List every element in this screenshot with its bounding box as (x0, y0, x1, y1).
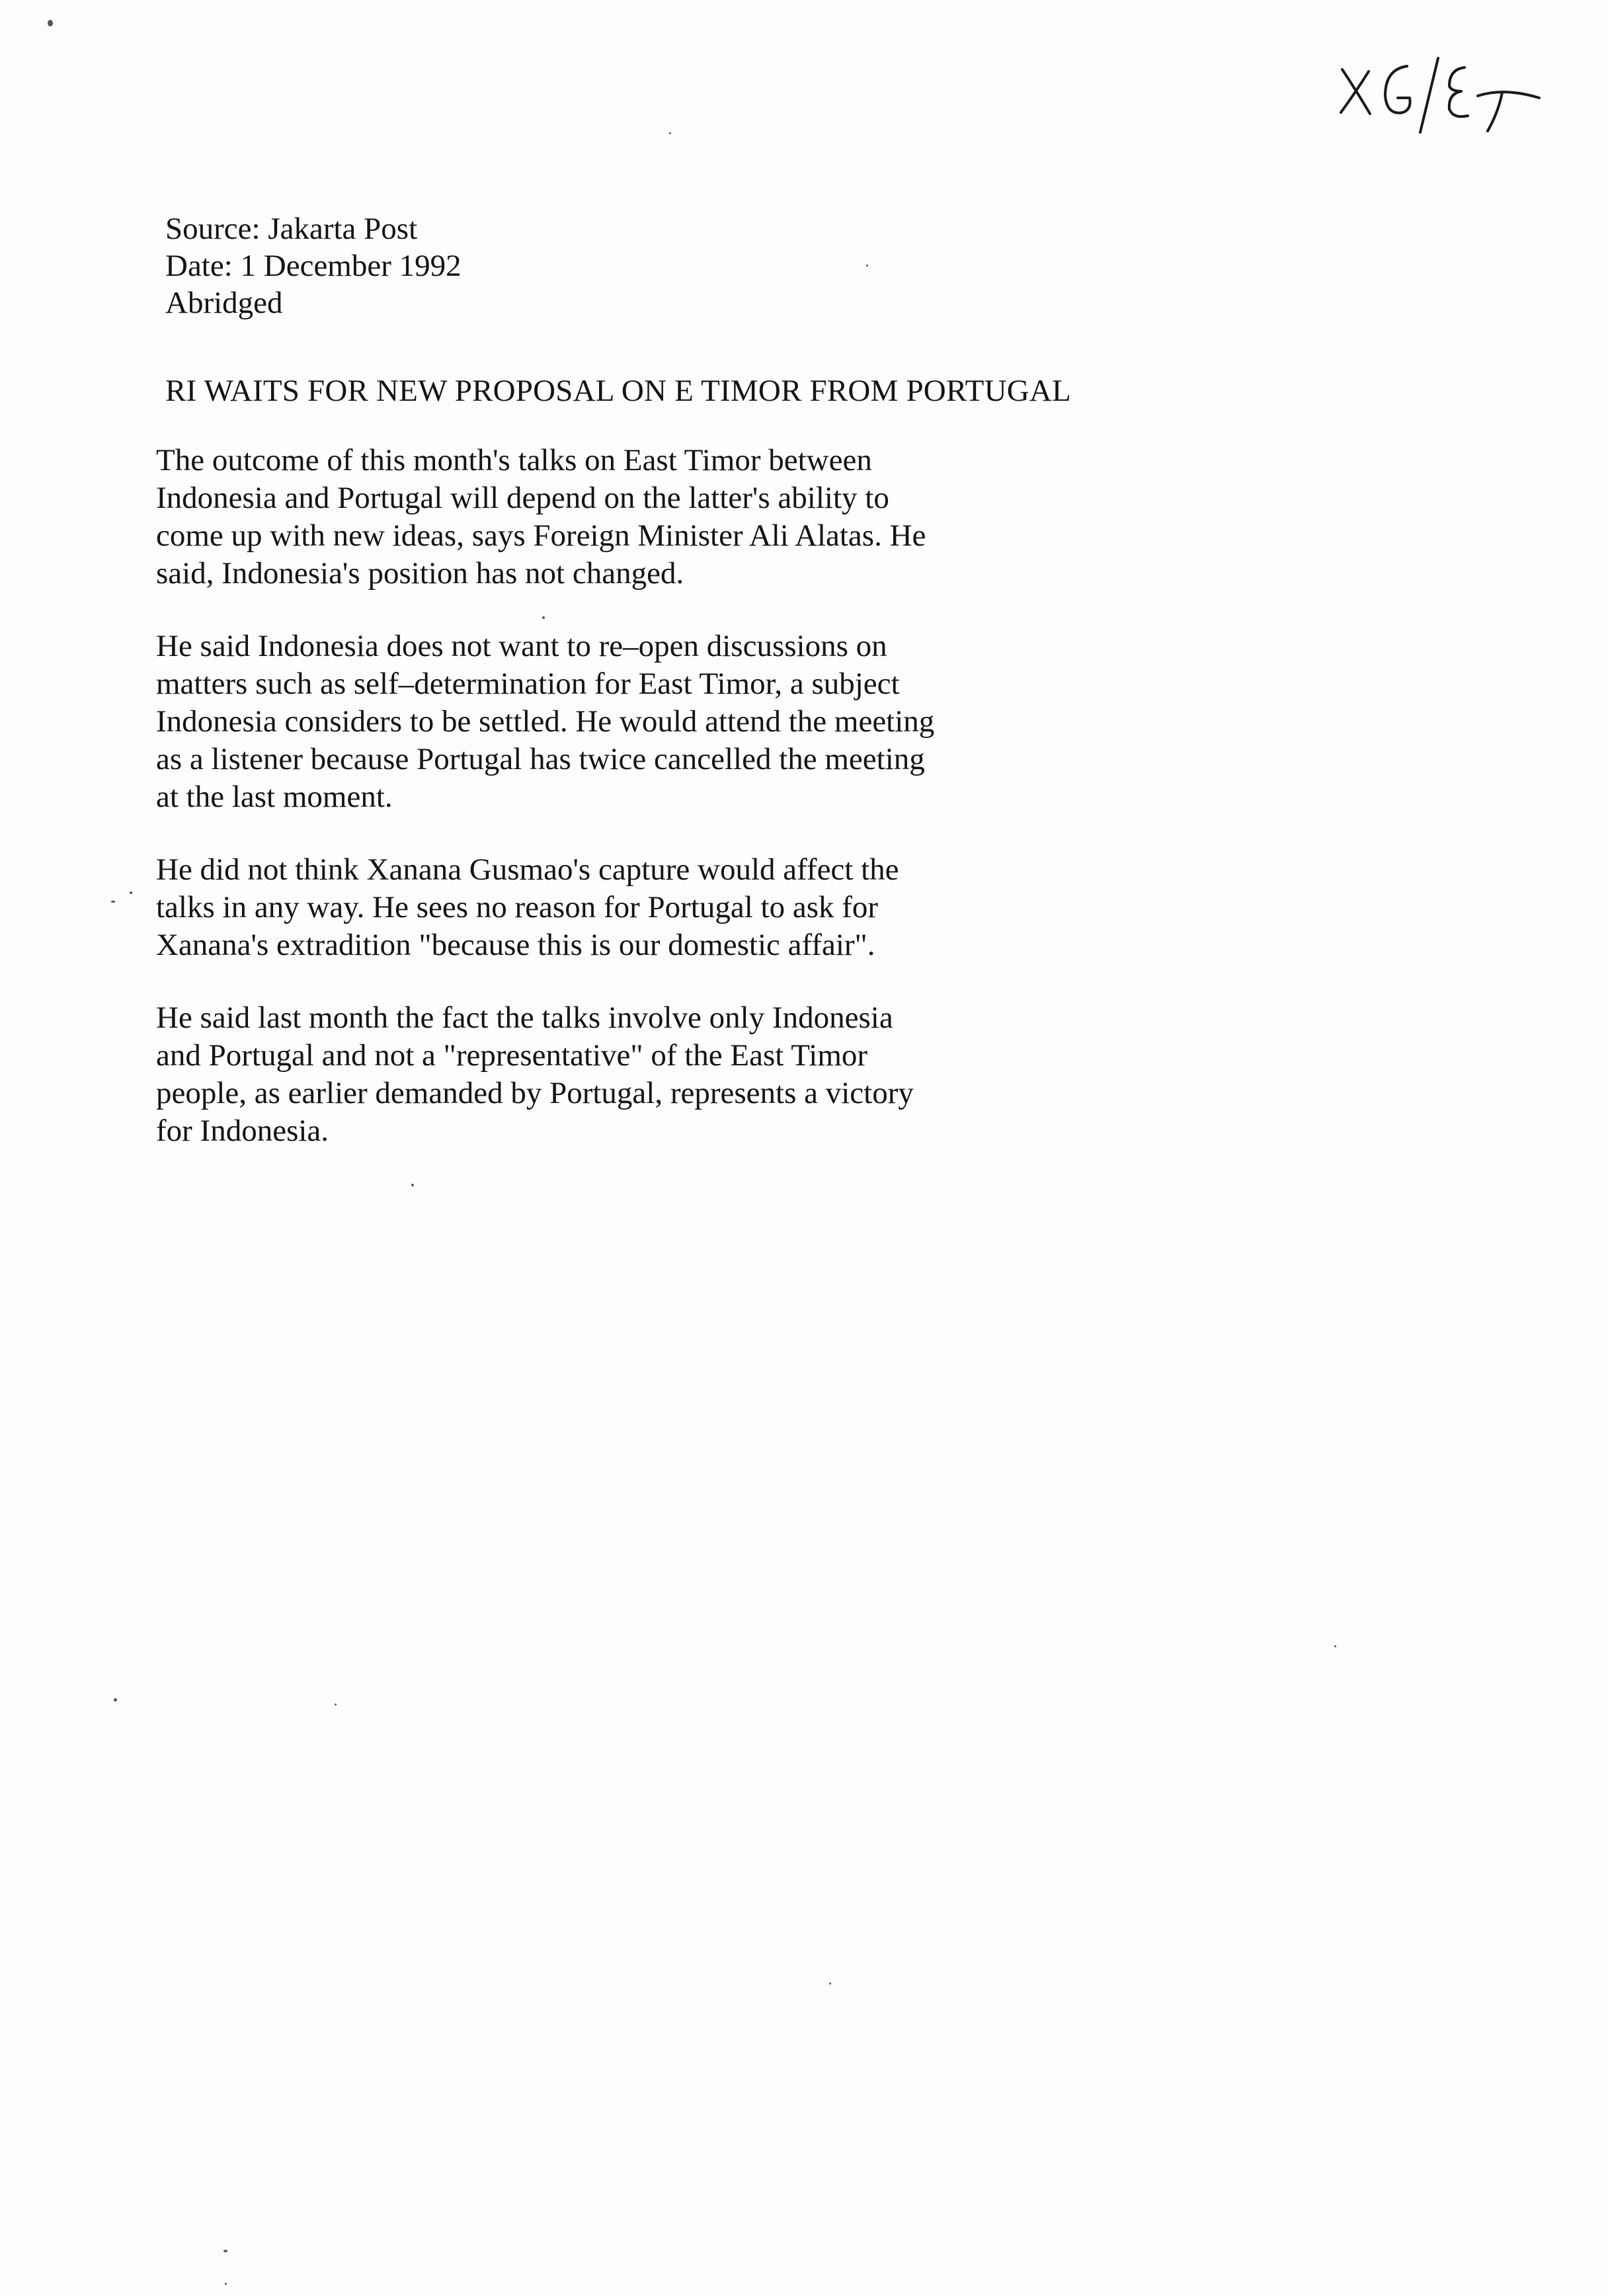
scan-speck (411, 1184, 414, 1186)
scan-speck (669, 132, 671, 134)
date-line: Date: 1 December 1992 (165, 249, 462, 283)
paragraph-line: matters such as self–determination for East Timor, a subject (156, 667, 900, 701)
article-body (156, 442, 1029, 1185)
scan-speck (114, 1698, 117, 1702)
paragraph-2 (156, 628, 1029, 816)
scan-speck (48, 20, 53, 26)
paragraph-line: come up with new ideas, says Foreign Minister Ali Alatas. He (156, 518, 926, 553)
paragraph-line: Indonesia and Portugal will depend on the latter's ability to (156, 481, 889, 515)
paragraph-line: Indonesia considers to be settled. He would attend the meeting (156, 704, 935, 739)
paragraph-line: people, as earlier demanded by Portugal, represents a victory (156, 1076, 914, 1110)
article-headline: RI WAITS FOR NEW PROPOSAL ON E TIMOR FROM PORTUGAL (165, 374, 1071, 408)
paragraph-line: for Indonesia. (156, 1114, 329, 1148)
paragraph-line: at the last moment. (156, 780, 393, 814)
handwritten-annotation (1329, 40, 1554, 139)
paragraph-4 (156, 999, 1029, 1150)
paragraph-line: talks in any way. He sees no reason for Portugal to ask for (156, 890, 879, 924)
paragraph-line: He said Indonesia does not want to re–open discussions on (156, 629, 887, 663)
scan-speck (542, 616, 545, 619)
scan-speck (866, 265, 868, 266)
paragraph-line: as a listener because Portugal has twice cancelled the meeting (156, 742, 925, 776)
abridged-note: Abridged (165, 286, 283, 320)
scan-speck (335, 1703, 337, 1705)
source-header (165, 210, 462, 321)
scan-speck (111, 901, 115, 903)
scan-speck (225, 2283, 227, 2285)
paragraph-1 (156, 442, 1029, 593)
scan-speck (223, 2250, 227, 2252)
paragraph-line: and Portugal and not a "representative" of the East Timor (156, 1038, 868, 1073)
scan-speck (829, 1983, 831, 1985)
paragraph-line: The outcome of this month's talks on East Timor between (156, 443, 872, 477)
scan-speck (1334, 1645, 1336, 1647)
paragraph-line: He did not think Xanana Gusmao's capture would affect the (156, 852, 899, 887)
source-line: Source: Jakarta Post (165, 212, 418, 246)
paragraph-3 (156, 851, 1029, 964)
scan-speck (130, 891, 132, 894)
paragraph-line: Xanana's extradition "because this is our domestic affair". (156, 928, 875, 962)
paragraph-line: He said last month the fact the talks involve only Indonesia (156, 1001, 893, 1035)
paragraph-line: said, Indonesia's position has not changed. (156, 556, 684, 591)
